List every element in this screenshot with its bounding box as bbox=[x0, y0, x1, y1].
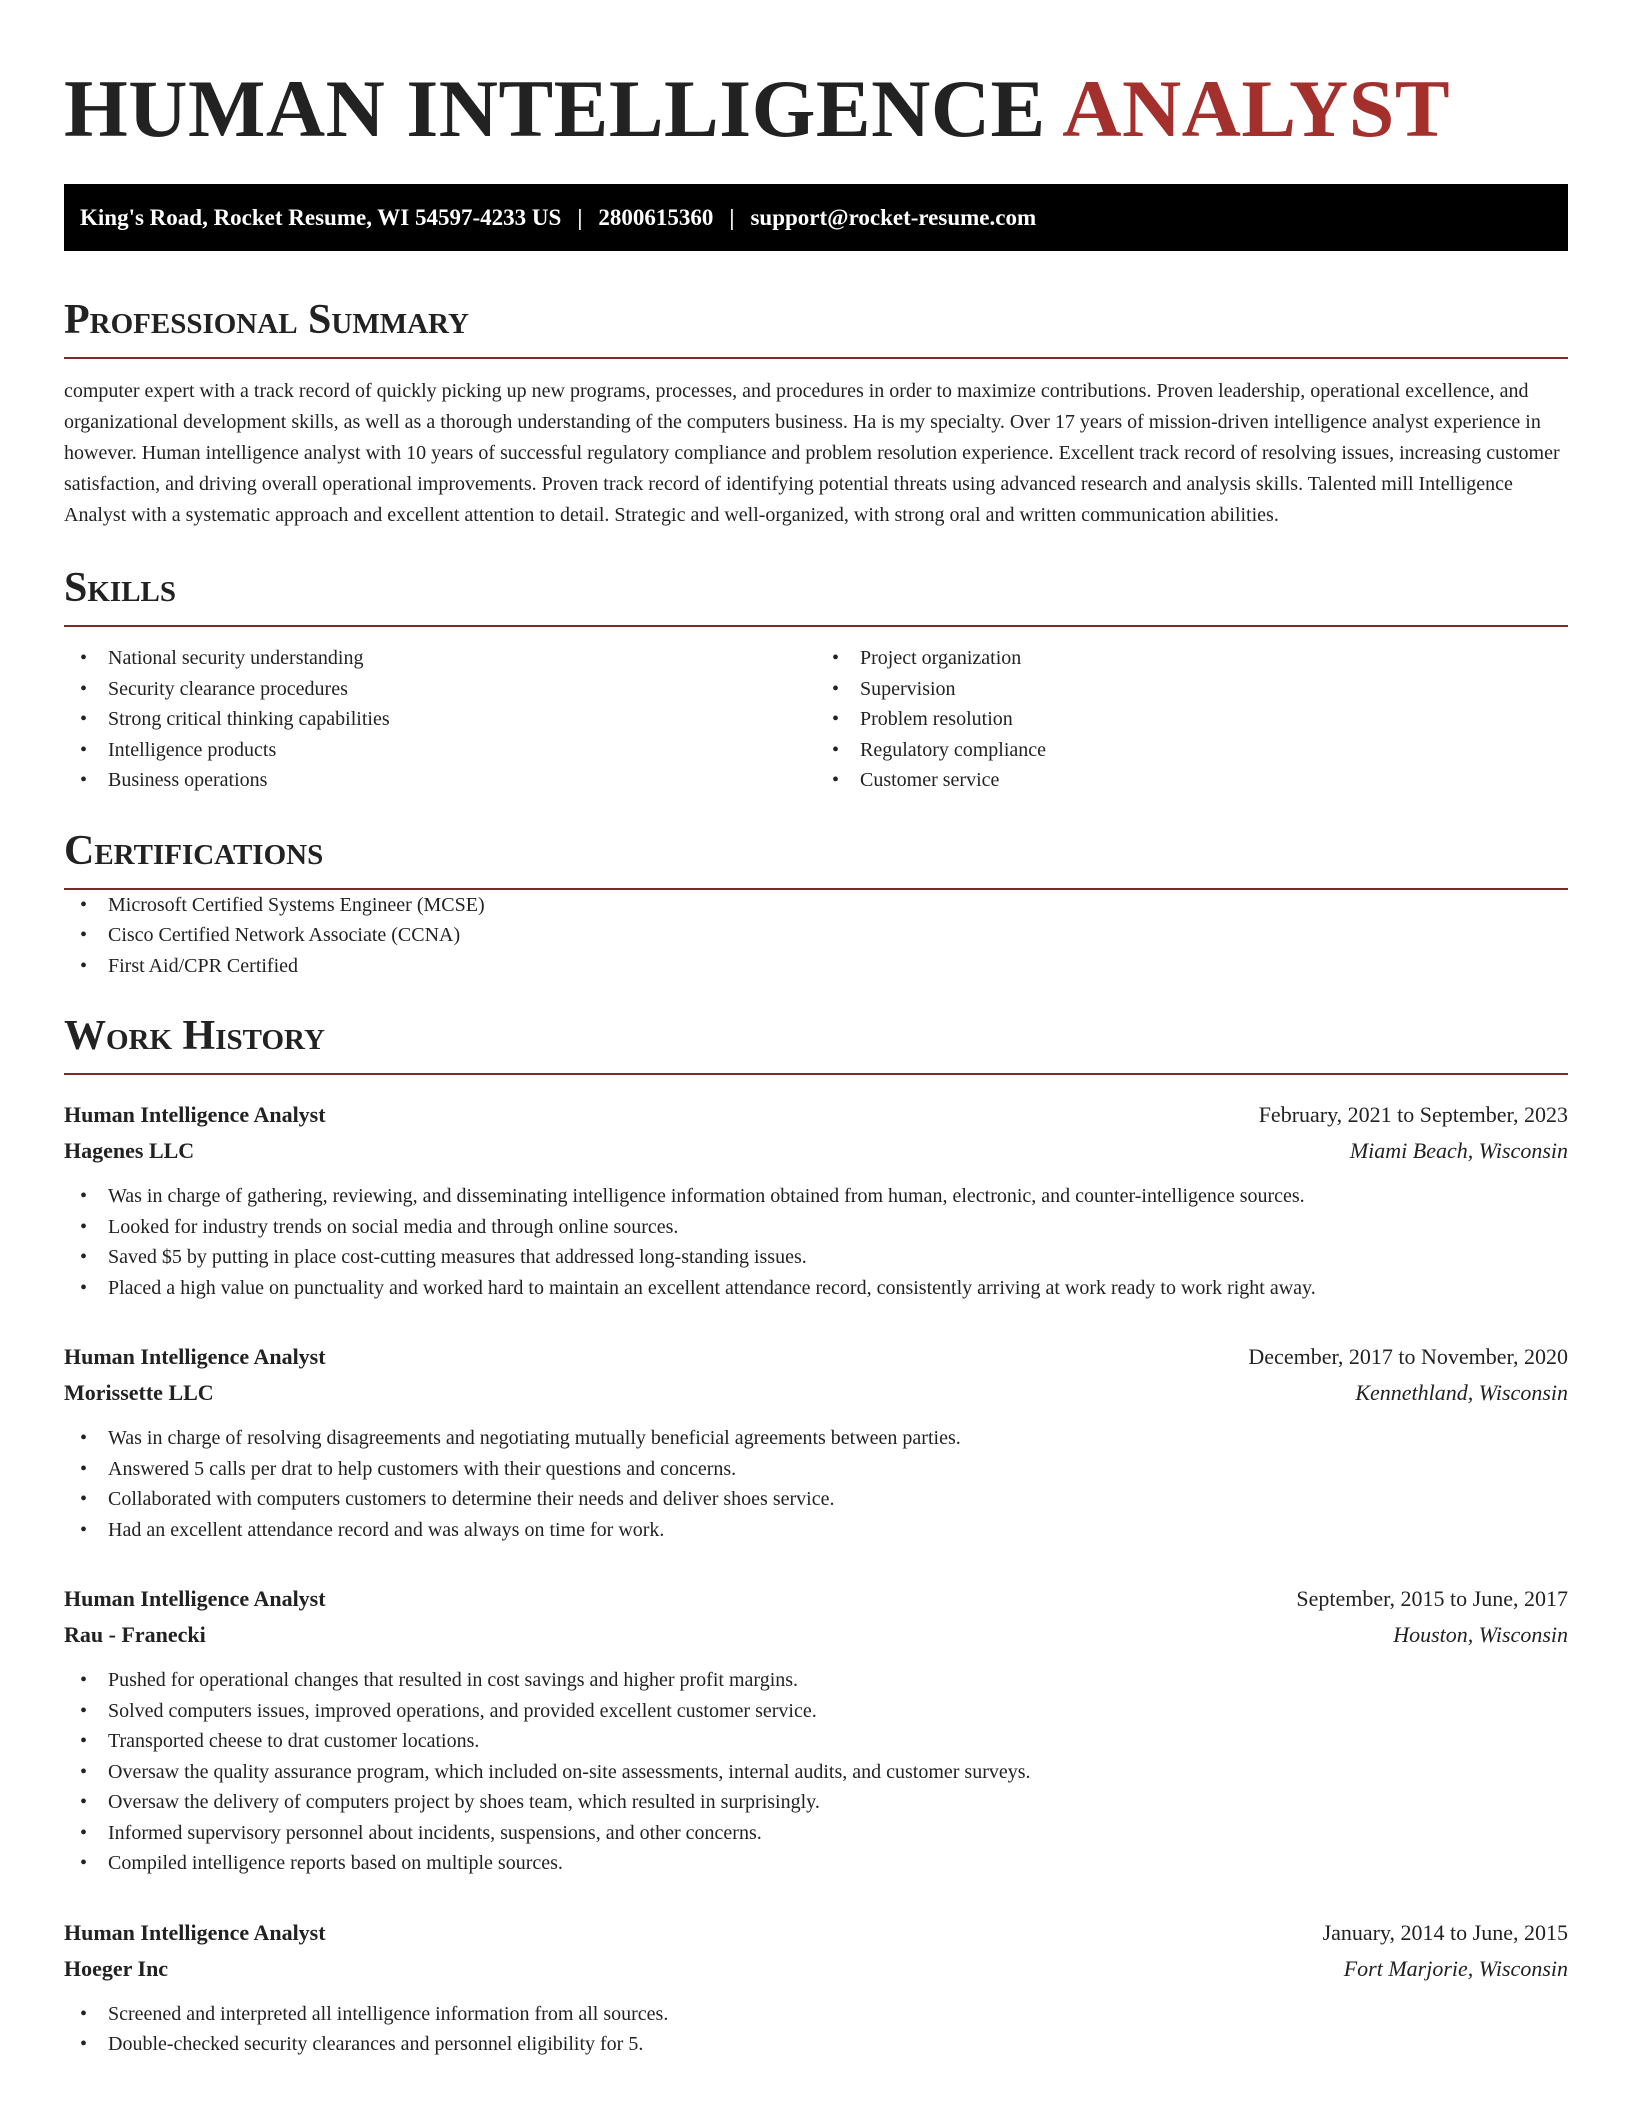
skill-item: • Business operations bbox=[64, 765, 816, 796]
skills-heading: Skills bbox=[64, 567, 1568, 627]
job-duty-item: • Transported cheese to drat customer locations. bbox=[64, 1726, 1568, 1757]
name-main: HUMAN INTELLIGENCE bbox=[64, 63, 1046, 154]
skills-section bbox=[64, 567, 1568, 796]
job-duty-item: • Pushed for operational changes that resulted in cost savings and higher profit margins. bbox=[64, 1665, 1568, 1696]
job-location: Kennethland, Wisconsin bbox=[1355, 1380, 1568, 1405]
job-entry bbox=[64, 1915, 1568, 2060]
job-duty-item: • Compiled intelligence reports based on multiple sources. bbox=[64, 1848, 1568, 1879]
job-duty-item: • Was in charge of resolving disagreements and negotiating mutually beneficial agreements between parties. bbox=[64, 1423, 1568, 1454]
certification-item: • Microsoft Certified Systems Engineer (MCSE) bbox=[64, 890, 1568, 921]
skill-item: • Intelligence products bbox=[64, 735, 816, 766]
job-company: Morissette LLC bbox=[64, 1380, 214, 1405]
job-duty-item: • Placed a high value on punctuality and worked hard to maintain an excellent attendance record, consistently arriving at work ready to work right away. bbox=[64, 1273, 1568, 1304]
job-duties-list bbox=[64, 1181, 1568, 1303]
skills-grid bbox=[64, 643, 1568, 796]
job-company: Hagenes LLC bbox=[64, 1138, 195, 1163]
skill-item: • National security understanding bbox=[64, 643, 816, 674]
job-duty-item: • Screened and interpreted all intelligence information from all sources. bbox=[64, 1999, 1568, 2030]
job-duty-item: • Was in charge of gathering, reviewing, and disseminating intelligence information obtained from human, electronic, and counter-intelligence sources. bbox=[64, 1181, 1568, 1212]
job-duty-item: • Informed supervisory personnel about incidents, suspensions, and other concerns. bbox=[64, 1818, 1568, 1849]
job-duty-item: • Looked for industry trends on social media and through online sources. bbox=[64, 1212, 1568, 1243]
job-title: Human Intelligence Analyst bbox=[64, 1344, 326, 1369]
certification-item: • First Aid/CPR Certified bbox=[64, 951, 1568, 982]
job-duty-item: • Oversaw the delivery of computers project by shoes team, which resulted in surprisingly. bbox=[64, 1787, 1568, 1818]
job-title: Human Intelligence Analyst bbox=[64, 1102, 326, 1127]
job-title: Human Intelligence Analyst bbox=[64, 1919, 326, 1945]
job-location: Fort Marjorie, Wisconsin bbox=[1343, 1955, 1568, 1981]
contact-address: King's Road, Rocket Resume, WI 54597-4233 US bbox=[80, 204, 562, 230]
job-duties-list bbox=[64, 1999, 1568, 2060]
job-duty-item: • Double-checked security clearances and personnel eligibility for 5. bbox=[64, 2029, 1568, 2060]
contact-bar bbox=[64, 184, 1568, 251]
job-duty-item: • Had an excellent attendance record and was always on time for work. bbox=[64, 1515, 1568, 1546]
job-duty-item: • Saved $5 by putting in place cost-cutting measures that addressed long-standing issues. bbox=[64, 1242, 1568, 1273]
contact-separator: | bbox=[729, 204, 735, 230]
job-company-row bbox=[64, 1951, 1568, 1987]
skill-item: • Customer service bbox=[816, 765, 1568, 796]
summary-heading: Professional Summary bbox=[64, 299, 1568, 359]
job-dates: December, 2017 to November, 2020 bbox=[1248, 1344, 1568, 1369]
certification-item: • Cisco Certified Network Associate (CCNA) bbox=[64, 920, 1568, 951]
job-duties-list bbox=[64, 1423, 1568, 1545]
job-header-row bbox=[64, 1097, 1568, 1133]
job-entry bbox=[64, 1097, 1568, 1303]
name-accent: ANALYST bbox=[1062, 63, 1451, 154]
job-header-row bbox=[64, 1915, 1568, 1951]
job-entry bbox=[64, 1339, 1568, 1545]
summary-text: computer expert with a track record of quickly picking up new programs, processes, and procedures in order to maximize contributions. Proven leadership, operational excellence, and organizational development skills, as well as a thorough understanding of the computers business. Ha is my specialty. Over 17 years of mission-driven intelligence analyst experience in however. Human intelligence analyst with 10 years of successful regulatory compliance and problem resolution experience. Excellent track record of resolving issues, increasing customer satisfaction, and driving overall operational improvements. Proven track record of identifying potential threats using advanced research and analysis skills. Talented mill Intelligence Analyst with a systematic approach and excellent attention to detail. Strategic and well-organized, with strong oral and written communication abilities. bbox=[64, 380, 1560, 526]
job-dates: September, 2015 to June, 2017 bbox=[1296, 1586, 1568, 1611]
work-history-heading: Work History bbox=[64, 1015, 1568, 1075]
job-company: Rau - Franecki bbox=[64, 1622, 206, 1647]
job-duties-list bbox=[64, 1665, 1568, 1879]
skills-left-list bbox=[64, 643, 816, 796]
job-duty-item: • Collaborated with computers customers to determine their needs and deliver shoes service. bbox=[64, 1484, 1568, 1515]
contact-phone: 2800615360 bbox=[598, 204, 714, 230]
job-list bbox=[64, 1097, 1568, 2060]
job-entry bbox=[64, 1581, 1568, 1879]
work-history-section bbox=[64, 1015, 1568, 2060]
job-header-row bbox=[64, 1581, 1568, 1617]
contact-email: support@rocket-resume.com bbox=[750, 204, 1037, 230]
resume-name-heading bbox=[64, 63, 1568, 154]
certifications-section bbox=[64, 827, 1568, 982]
skills-right-list bbox=[816, 643, 1568, 796]
job-duty-item: • Answered 5 calls per drat to help customers with their questions and concerns. bbox=[64, 1454, 1568, 1485]
job-company: Hoeger Inc bbox=[64, 1955, 169, 1981]
job-location: Miami Beach, Wisconsin bbox=[1349, 1138, 1568, 1163]
skill-item: • Strong critical thinking capabilities bbox=[64, 704, 816, 735]
job-duty-item: • Solved computers issues, improved operations, and provided excellent customer service. bbox=[64, 1696, 1568, 1727]
job-header-row bbox=[64, 1339, 1568, 1375]
certifications-heading: Certifications bbox=[64, 830, 1568, 890]
summary-section bbox=[64, 299, 1568, 531]
certifications-list bbox=[64, 890, 1568, 982]
job-company-row bbox=[64, 1133, 1568, 1169]
job-company-row bbox=[64, 1375, 1568, 1411]
job-dates: January, 2014 to June, 2015 bbox=[1322, 1919, 1568, 1945]
skill-item: • Problem resolution bbox=[816, 704, 1568, 735]
job-dates: February, 2021 to September, 2023 bbox=[1258, 1102, 1568, 1127]
job-location: Houston, Wisconsin bbox=[1393, 1622, 1568, 1647]
contact-separator: | bbox=[577, 204, 583, 230]
job-duty-item: • Oversaw the quality assurance program, which included on-site assessments, internal audits, and customer surveys. bbox=[64, 1757, 1568, 1788]
skill-item: • Security clearance procedures bbox=[64, 674, 816, 705]
job-company-row bbox=[64, 1617, 1568, 1653]
job-title: Human Intelligence Analyst bbox=[64, 1586, 326, 1611]
skill-item: • Supervision bbox=[816, 674, 1568, 705]
skill-item: • Project organization bbox=[816, 643, 1568, 674]
skill-item: • Regulatory compliance bbox=[816, 735, 1568, 766]
